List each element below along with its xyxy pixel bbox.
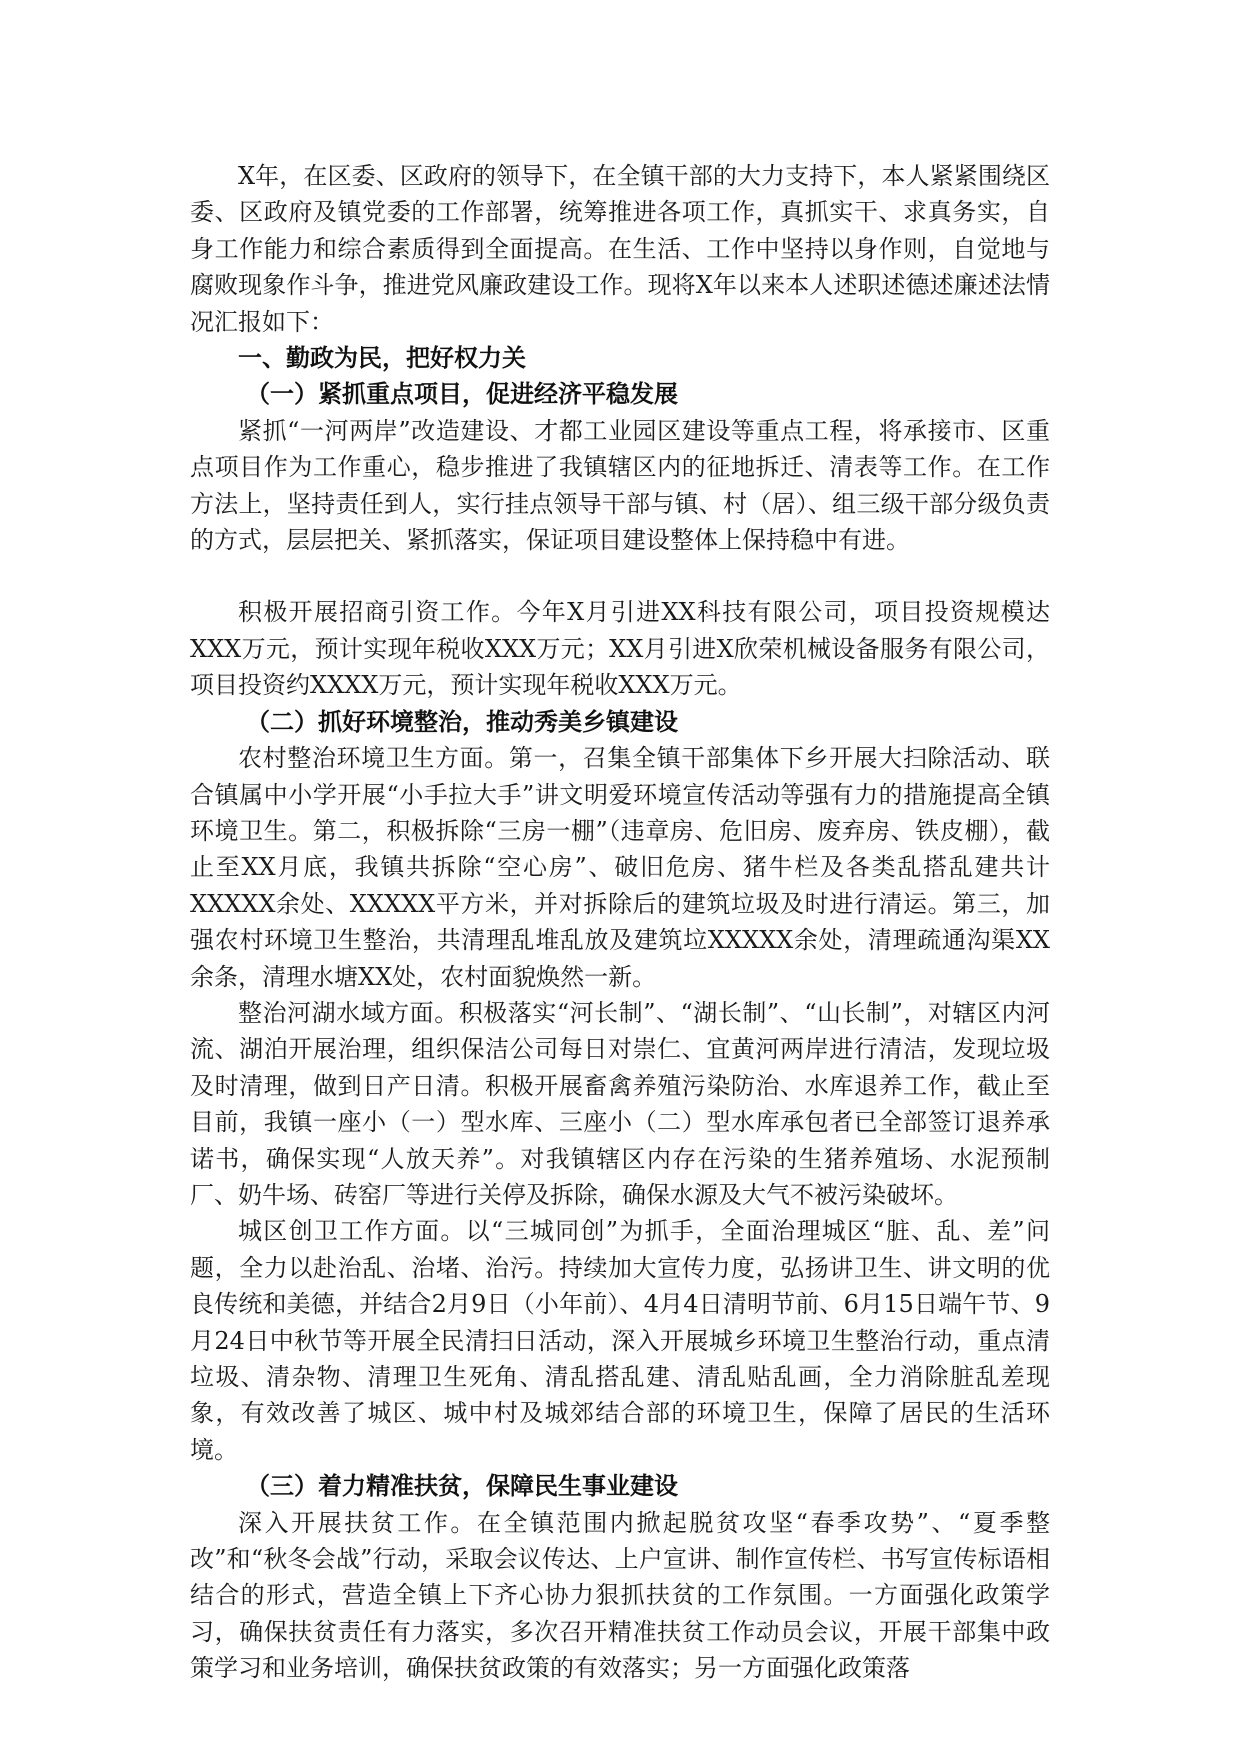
subsection-3-paragraph-1: 深入开展扶贫工作。在全镇范围内掀起脱贫攻坚“春季攻势”、“夏季整改”和“秋冬会战”行动，采取会议传达、上户宣讲、制作宣传栏、书写宣传标语相结合的形式，营造全镇上下齐心协力狠抓扶贫的工作氛围。一方面强化政策学习，确保扶贫责任有力落实，多次召开精准扶贫工作动员会议，开展干部集中政策学习和业务培训，确保扶贫政策的有效落实；另一方面强化政策落	[190, 1508, 1050, 1683]
subsection-1-paragraph-1: 紧抓“一河两岸”改造建设、才都工业园区建设等重点工程，将承接市、区重点项目作为工作重心，稳步推进了我镇辖区内的征地拆迁、清表等工作。在工作方法上，坚持责任到人，实行挂点领导干部与镇、村（居）、组三级干部分级负责的方式，层层把关、紧抓落实，保证项目建设整体上保持稳中有进。	[190, 416, 1050, 555]
subsection-1-heading: （一）紧抓重点项目，促进经济平稳发展	[246, 379, 678, 409]
blank-line	[190, 558, 1050, 594]
subsection-1-paragraph-2: 积极开展招商引资工作。今年X月引进XX科技有限公司，项目投资规模达XXX万元，预计实现年税收XXX万元；XX月引进X欣荣机械设备服务有限公司，项目投资约XXXX万元，预计实现年税收XXX万元。	[190, 598, 1050, 700]
subsection-2-paragraph-3: 城区创卫工作方面。以“三城同创”为抓手，全面治理城区“脏、乱、差”问题，全力以赴治乱、治堵、治污。持续加大宣传力度，弘扬讲卫生、讲文明的优良传统和美德，并结合2月9日（小年前）、4月4日清明节前、6月15日端午节、9月24日中秋节等开展全民清扫日活动，深入开展城乡环境卫生整治行动，重点清垃圾、清杂物、清理卫生死角、清乱搭乱建、清乱贴乱画，全力消除脏乱差现象，有效改善了城区、城中村及城郊结合部的环境卫生，保障了居民的生活环境。	[190, 1217, 1050, 1464]
subsection-2-heading: （二）抓好环境整治，推动秀美乡镇建设	[246, 706, 678, 736]
subsection-2-paragraph-2: 整治河湖水域方面。积极落实“河长制”、“湖长制”、“山长制”，对辖区内河流、湖泊开展治理，组织保洁公司每日对崇仁、宜黄河两岸进行清洁，发现垃圾及时清理，做到日产日清。积极开展畜禽养殖污染防治、水库退养工作，截止至目前，我镇一座小（一）型水库、三座小（二）型水库承包者已全部签订退养承诺书，确保实现“人放天养”。对我镇辖区内存在污染的生猪养殖场、水泥预制厂、奶牛场、砖窑厂等进行关停及拆除，确保水源及大气不被污染破坏。	[190, 998, 1050, 1209]
intro-paragraph: X年，在区委、区政府的领导下，在全镇干部的大力支持下，本人紧紧围绕区委、区政府及镇党委的工作部署，统筹推进各项工作，真抓实干、求真务实，自身工作能力和综合素质得到全面提高。在生活、工作中坚持以身作则，自觉地与腐败现象作斗争，推进党风廉政建设工作。现将X年以来本人述职述德述廉述法情况汇报如下：	[190, 162, 1050, 336]
subsection-2-paragraph-1: 农村整治环境卫生方面。第一，召集全镇干部集体下乡开展大扫除活动、联合镇属中小学开展“小手拉大手”讲文明爱环境宣传活动等强有力的措施提高全镇环境卫生。第二，积极拆除“三房一棚”（违章房、危旧房、废弃房、铁皮棚），截止至XX月底，我镇共拆除“空心房”、破旧危房、猪牛栏及各类乱搭乱建共计XXXXX余处、XXXXX平方米，并对拆除后的建筑垃圾及时进行清运。第三，加强农村环境卫生整治，共清理乱堆乱放及建筑垃XXXXX余处，清理疏通沟渠XX余条，清理水塘XX处，农村面貌焕然一新。	[190, 744, 1050, 991]
document-body	[190, 158, 1050, 1687]
subsection-3-heading: （三）着力精准扶贫，保障民生事业建设	[246, 1471, 678, 1501]
section-1-heading: 一、勤政为民，把好权力关	[238, 343, 526, 373]
